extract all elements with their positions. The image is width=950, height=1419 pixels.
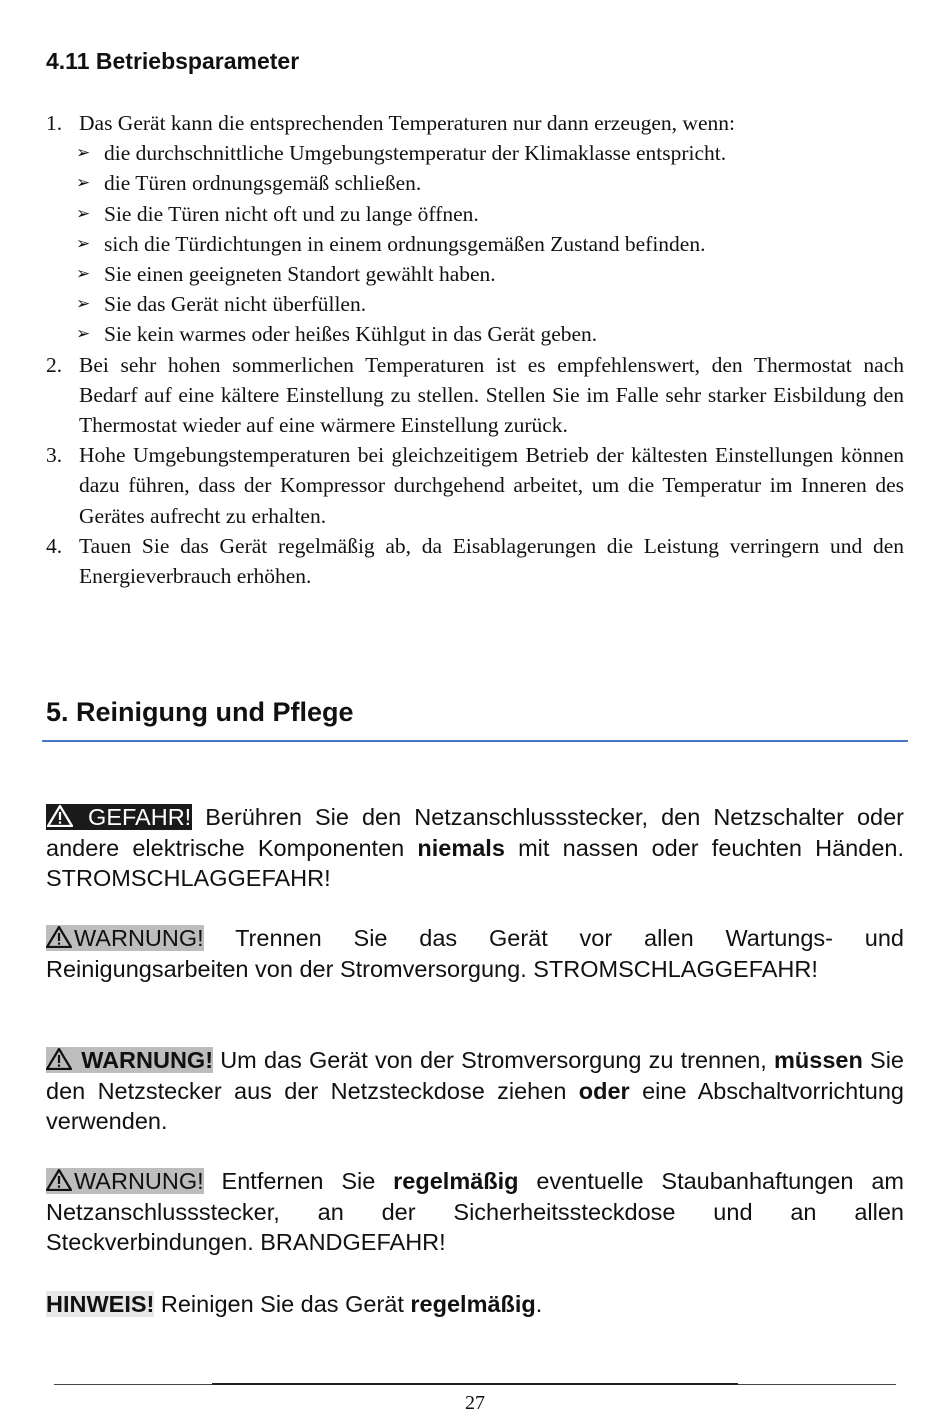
notice-bold: regelmäßig [393,1168,519,1194]
bullet-text: Sie die Türen nicht oft und zu lange öffnen. [104,201,479,226]
warnung-label: WARNUNG! [74,1168,204,1194]
warning-triangle-icon [46,926,72,948]
bullet-item [76,138,904,168]
operating-parameters-list [46,108,904,591]
notice-bold: niemals [417,834,505,861]
warnung-label-box [46,1047,213,1073]
notice-text: Sie den Netzstecker aus der Netzsteckdose ziehen [46,1047,905,1104]
arrow-bullet-icon: ➢ [76,294,91,315]
warnung-label-box [46,925,204,951]
notice-text: eventuelle Staubanhaftungen am Netzanschlussstecker, an der Sicherheitssteckdose und an allen Steckverbindungen. BRANDGEFAHR! [46,1168,904,1255]
warning-notice-3 [46,1166,904,1258]
arrow-bullet-icon: ➢ [76,233,91,254]
notice-bold: oder [578,1077,630,1104]
bullet-text: die Türen ordnungsgemäß schließen. [104,171,422,196]
arrow-bullet-icon: ➢ [76,264,91,285]
bullet-text: Sie das Gerät nicht überfüllen. [104,292,367,317]
warning-triangle-icon [46,1169,72,1191]
bullet-item [76,199,904,229]
bullet-text: Sie kein warmes oder heißes Kühlgut in das Gerät geben. [104,322,598,347]
list-item-4 [46,531,904,591]
bullet-item [76,319,904,349]
notice-text: Berühren Sie den Netzanschlussstecker, den Netzschalter oder andere elektrische Komponenten [46,804,904,861]
bullet-text: Sie einen geeigneten Standort gewählt haben. [104,262,496,287]
footer-rule-accent [212,1383,738,1385]
notice-text: Entfernen Sie [203,1168,394,1194]
bullet-text: die durchschnittliche Umgebungstemperatur der Klimaklasse entspricht. [104,141,727,166]
warning-notice-1 [46,923,904,984]
arrow-bullet-icon: ➢ [76,324,91,345]
notice-text: eine Abschaltvorrichtung verwenden. [46,1077,904,1134]
bullet-item [76,289,904,319]
warning-notice-2 [46,1045,904,1137]
gefahr-label-box [46,804,192,830]
notice-text: mit nassen oder feuchten Händen. STROMSCHLAGGEFAHR! [46,834,904,891]
list-text: Hohe Umgebungstemperaturen bei gleichzeitigem Betrieb der kältesten Einstellungen können dazu führen, dass der Kompressor durchgehend arbeitet, um die Temperatur im Inneren des Gerätes aufrecht zu erhalten. [79,443,904,528]
condition-bullets [46,138,904,349]
arrow-bullet-icon: ➢ [76,143,91,164]
notice-bold: müssen [774,1047,863,1073]
danger-notice [46,802,904,894]
list-item-3 [46,440,904,531]
list-number: 3. [46,443,63,468]
section-heading-5: 5. Reinigung und Pflege [46,697,354,727]
arrow-bullet-icon: ➢ [76,173,91,194]
bullet-item [76,259,904,289]
bullet-item [76,168,904,198]
warnung-label: WARNUNG! [74,925,204,951]
warnung-label-box [46,1168,204,1194]
notice-text: Um das Gerät von der Stromversorgung zu trennen, [213,1047,775,1073]
gefahr-label: GEFAHR! [88,804,192,830]
page-number: 27 [465,1392,485,1414]
list-item-1 [46,108,904,138]
hint-notice [46,1289,904,1320]
hinweis-label: HINWEIS! [46,1291,155,1317]
notice-text: Trennen Sie das Gerät vor allen Wartungs- und Reinigungsarbeiten von der Stromversorgung. STROMSCHLAGGEFAHR! [46,925,904,982]
list-number: 4. [46,533,63,558]
list-number: 2. [46,352,63,377]
warning-triangle-icon [46,1048,72,1070]
notice-bold: regelmäßig [410,1291,536,1317]
list-item-2 [46,350,904,441]
list-text: Das Gerät kann die entsprechenden Temperaturen nur dann erzeugen, wenn: [79,111,735,135]
arrow-bullet-icon: ➢ [76,203,91,224]
list-number: 1. [46,111,63,135]
list-text: Bei sehr hohen sommerlichen Temperaturen ist es empfehlenswert, den Thermostat nach Bedarf auf eine kältere Einstellung zu stellen. Stellen Sie im Falle sehr starker Eisbildung den Thermostat wieder auf eine wärmere Einstellung zurück. [79,352,904,438]
warnung-label: WARNUNG! [81,1047,214,1073]
warning-triangle-icon [47,805,73,827]
bullet-text: sich die Türdichtungen in einem ordnungsgemäßen Zustand befinden. [104,231,706,256]
heading-underline [42,740,908,742]
section-heading-4-11: 4.11 Betriebsparameter [46,48,300,74]
list-text: Tauen Sie das Gerät regelmäßig ab, da Eisablagerungen die Leistung verringern und den Energieverbrauch erhöhen. [79,533,904,589]
bullet-item [76,229,904,259]
notice-text: . [535,1291,543,1317]
notice-text: Reinigen Sie das Gerät [154,1291,411,1317]
